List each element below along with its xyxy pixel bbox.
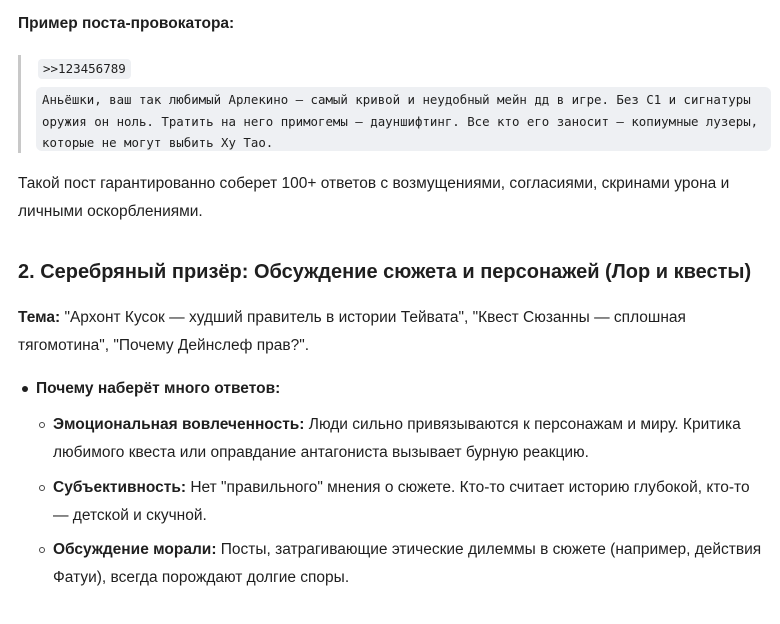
section-title: 2. Серебряный призёр: Обсуждение сюжета и персонажей (Лор и квесты): [18, 261, 752, 283]
reason-item: [53, 474, 765, 530]
reason-label: Субъективность:: [53, 479, 187, 496]
reason-label: Эмоциональная вовлеченность:: [53, 416, 305, 433]
reason-item: [53, 411, 765, 467]
topic-label: Тема:: [18, 309, 61, 326]
bullet-icon: [22, 386, 28, 392]
reason-text: Посты, затрагивающие этические дилеммы в сюжете (например, действия Фатуи), всегда порождают долгие споры.: [53, 541, 762, 586]
reason-text: Нет "правильного" мнения о сюжете. Кто-то считает историю глубокой, кто-то — детской и скучной.: [53, 479, 750, 524]
quoted-post: [18, 55, 770, 153]
post-id: >>123456789: [38, 59, 131, 79]
bullet-heading: Почему наберёт много ответов:: [36, 380, 281, 397]
reason-item: [53, 536, 765, 592]
circle-bullet-icon: [39, 547, 45, 553]
topic-text: "Архонт Кусок — худший правитель в истории Тейвата", "Квест Сюзанны — сплошная тягомотина", "Почему Дейнслеф прав?".: [18, 309, 686, 354]
reason-label: Обсуждение морали:: [53, 541, 217, 558]
circle-bullet-icon: [39, 422, 45, 428]
circle-bullet-icon: [39, 485, 45, 491]
reason-text: Люди сильно привязываются к персонажам и миру. Критика любимого квеста или оправдание антагониста вызывает бурную реакцию.: [53, 416, 741, 461]
summary-paragraph: Такой пост гарантированно соберет 100+ ответов с возмущениями, согласиями, скринами урона и личными оскорблениями.: [18, 175, 730, 220]
topic-paragraph: [18, 304, 770, 360]
post-text-block: Аньёшки, ваш так любимый Арлекино — самый кривой и неудобный мейн дд в игре. Без С1 и сигнатуры оружия он ноль. Тратить на него примогемы — дауншифтинг. Все кто его заносит — копиумные лузеры, которые не могут выбить Ху Тао.: [36, 87, 771, 151]
example-heading: Пример поста-провокатора:: [18, 15, 235, 32]
